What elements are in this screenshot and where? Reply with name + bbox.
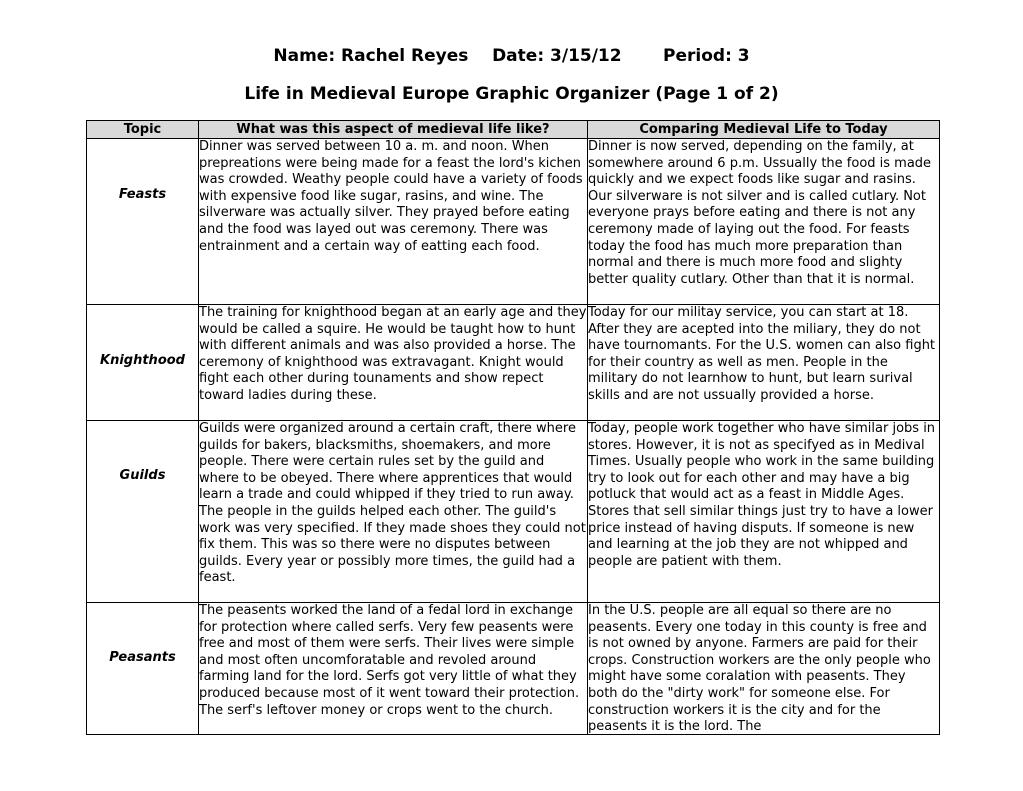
topic-cell [87, 603, 199, 735]
comparison-text: In the U.S. people are all equal so there are no peasents. Every one today in this county is free and is not owned by anyone. Farmers are paid for their crops. Construction workers are the only people who might have some coralation with peasents. They both do the "dirty work" for someone else. For construction workers it is the city and for the peasents it is the lord. The [588, 603, 931, 734]
table-header-row [87, 121, 940, 139]
topic-cell [87, 305, 199, 421]
description-text: The peasents worked the land of a fedal lord in exchange for protection where called serfs. Very few peasents were free and most of them were serfs. Their lives were simple and most often uncomforatable and revoled around farming land for the lord. Serfs got very little of what they produced because most of it went toward their protection. The serf's leftover money or crops went to the church. [199, 603, 580, 718]
column-header-description: What was this aspect of medieval life like? [199, 121, 588, 139]
topic-label: Peasants [109, 650, 176, 666]
comparison-cell: Dinner is now served, depending on the family, at somewhere around 6 p.m. Ussually the food is made quickly and we expect foods like sugar and rasins. Our silverware is not silver and is called cutlary. Not everyone prays before eating and there is not any ceremony made of laying out the food. For feasts today the food has much more preparation than normal and there is much more food and slighty better quality cutlary. Other than that it is normal. [588, 139, 940, 305]
column-header-comparison: Comparing Medieval Life to Today [588, 121, 940, 139]
table-row-feasts [87, 139, 940, 305]
page-title: Life in Medieval Europe Graphic Organizer (Page 1 of 2) [244, 84, 779, 104]
comparison-cell: Today, people work together who have similar jobs in stores. However, it is not as specifyed as in Medival Times. Usually people who work in the same building try to look out for each other and may have a big potluck that would act as a feast in Middle Ages. Stores that sell similar things just try to have a lower price instead of having disputs. If someone is new and learning at the job they are not whipped and people are patient with them. [588, 421, 940, 603]
topic-label: Knighthood [100, 353, 185, 369]
topic-label: Guilds [119, 468, 166, 484]
table-row-guilds [87, 421, 940, 603]
table-row-peasants [87, 603, 940, 735]
topic-label: Feasts [118, 187, 167, 203]
description-cell [199, 603, 588, 735]
comparison-cell [588, 603, 940, 735]
topic-cell [87, 139, 199, 305]
graphic-organizer-table [86, 120, 940, 735]
table-row-knighthood [87, 305, 940, 421]
description-cell: Dinner was served between 10 a. m. and noon. When prepreations were being made for a feast the lord's kichen was crowded. Weathy people could have a variety of foods with expensive food like sugar, rasins, and wine. The silverware was actually silver. They prayed before eating and the food was layed out was ceremony. There was entrainment and a certain way of eatting each food. [199, 139, 588, 305]
student-info-line: Name: Rachel Reyes Date: 3/15/12 Period: 3 [273, 46, 750, 66]
description-cell: The training for knighthood began at an early age and they would be called a squire. He would be taught how to hunt with different animals and was also provided a horse. The ceremony of knighthood was extravagant. Knight would fight each other during tounaments and show repect toward ladies during these. [199, 305, 588, 421]
topic-cell [87, 421, 199, 603]
comparison-cell: Today for our militay service, you can start at 18. After they are acepted into the miliary, they do not have tournomants. For the U.S. women can also fight for their country as well as men. People in the military do not learnhow to hunt, but learn surival skills and are not ussually provided a horse. [588, 305, 940, 421]
description-cell: Guilds were organized around a certain craft, there where guilds for bakers, blacksmiths, shoemakers, and more people. There were certain rules set by the guild and where to be obeyed. There where apprentices that would learn a trade and could whipped if they tried to run away. The people in the guilds helped each other. The guild's work was very specified. If they made shoes they could not fix them. This was so there were no disputes between guilds. Every year or possibly more times, the guild had a feast. [199, 421, 588, 603]
column-header-topic: Topic [87, 121, 199, 139]
